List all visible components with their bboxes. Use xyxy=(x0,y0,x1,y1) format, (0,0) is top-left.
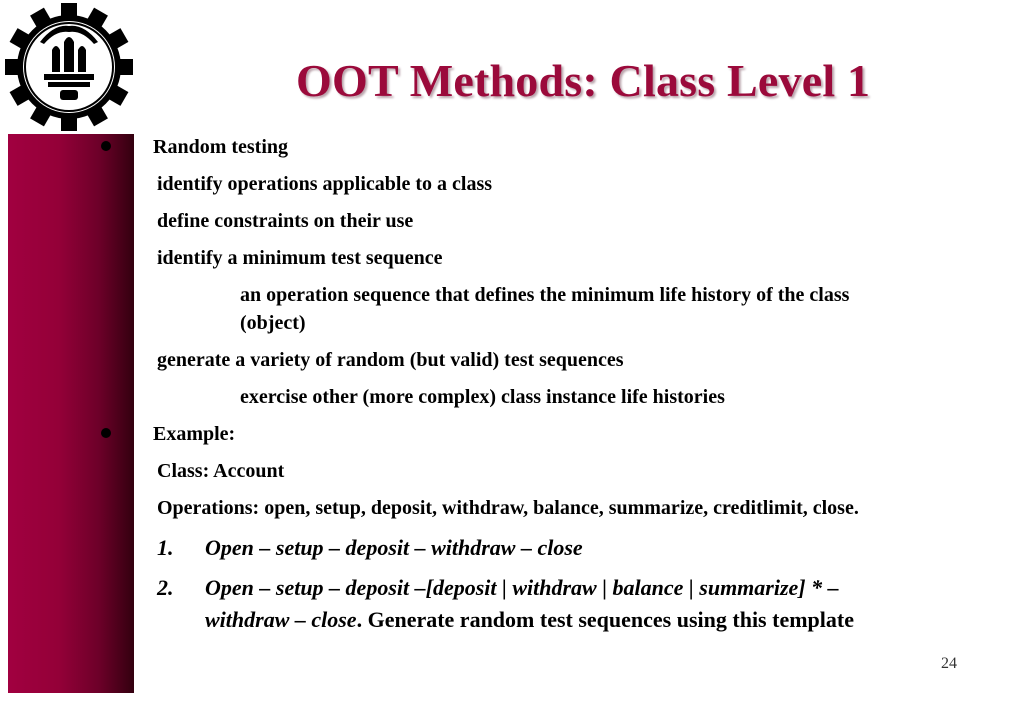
list-item: identify operations applicable to a class xyxy=(157,173,493,195)
list-item: identify a minimum test sequence xyxy=(157,247,443,269)
university-logo-icon xyxy=(4,2,134,132)
bullet-label: Random testing xyxy=(153,136,289,158)
list-subitem: exercise other (more complex) class instance life histories xyxy=(240,386,725,408)
numbered-item-number: 2. xyxy=(157,575,174,600)
numbered-item-text: Open – setup – deposit – withdraw – close xyxy=(205,535,583,560)
bullet-dot-icon xyxy=(101,428,111,438)
list-item: define constraints on their use xyxy=(157,210,414,232)
numbered-item-plain-part: . Generate random test sequences using this template xyxy=(356,607,854,632)
bullet-label: Example: xyxy=(153,423,236,445)
list-item: Class: Account xyxy=(157,460,285,482)
numbered-item-text-continued xyxy=(205,605,854,635)
list-item: Operations: open, setup, deposit, withdraw, balance, summarize, creditlimit, close. xyxy=(157,497,859,519)
slide-title: OOT Methods: Class Level 1 xyxy=(296,55,871,106)
list-subitem: an operation sequence that defines the minimum life history of the class xyxy=(240,284,850,306)
list-subitem-continued: (object) xyxy=(240,312,306,334)
decorative-sidebar xyxy=(8,134,134,693)
numbered-item-text: Open – setup – deposit –[deposit | withdraw | balance | summarize] * – xyxy=(205,575,839,600)
numbered-item-number: 1. xyxy=(157,535,174,560)
page-number: 24 xyxy=(941,655,957,672)
numbered-item-italic-part: withdraw – close xyxy=(205,607,357,632)
bullet-dot-icon xyxy=(101,141,111,151)
list-item: generate a variety of random (but valid) test sequences xyxy=(157,349,624,371)
